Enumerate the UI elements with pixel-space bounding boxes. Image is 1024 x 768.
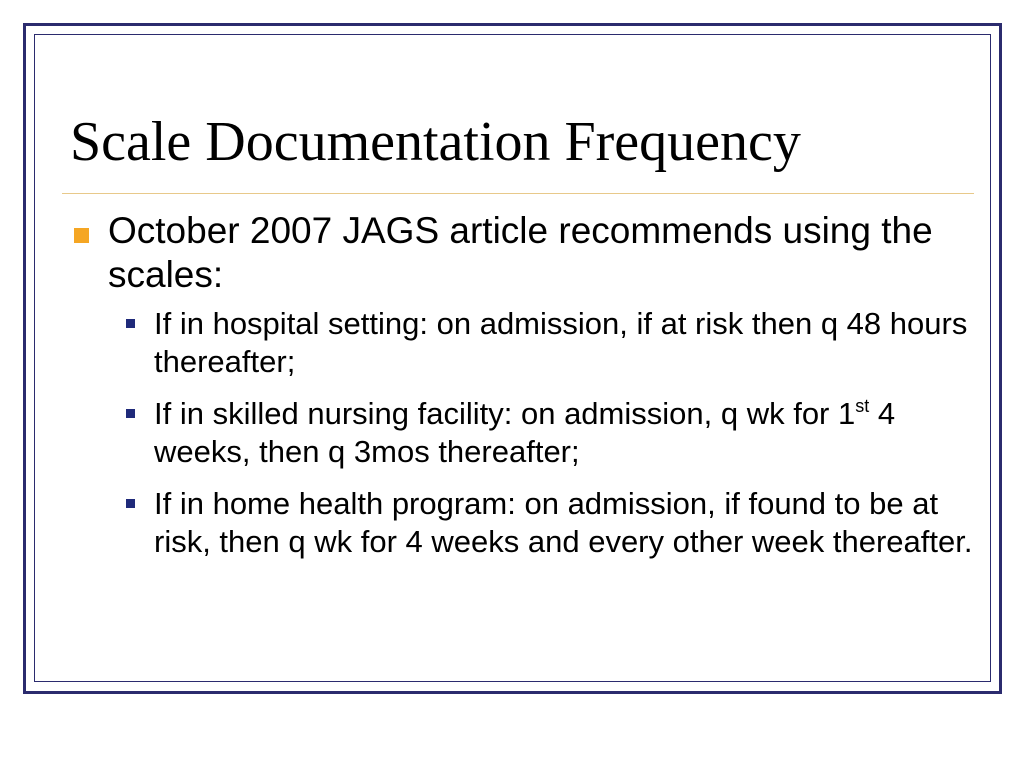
ordinal-superscript: st — [855, 396, 870, 416]
slide-title: Scale Documentation Frequency — [70, 111, 801, 173]
title-divider — [62, 193, 974, 194]
small-square-bullet-icon — [126, 409, 135, 418]
bullet-item — [70, 209, 970, 297]
square-bullet-icon — [74, 228, 89, 243]
bullet-text: October 2007 JAGS article recommends using the scales: — [108, 210, 933, 295]
small-square-bullet-icon — [126, 319, 135, 328]
sub-bullet-skilled-nursing — [154, 395, 974, 471]
sub-bullet-hospital — [154, 305, 974, 381]
sub-bullet-text: If in home health program: on admission, if found to be at risk, then q wk for 4 weeks and every other week thereafter. — [154, 486, 973, 559]
small-square-bullet-icon — [126, 499, 135, 508]
slide-content — [70, 209, 973, 575]
sub-bullet-text-after: 4 weeks, then q 3mos thereafter; — [154, 396, 896, 469]
sub-bullet-text: If in hospital setting: on admission, if at risk then q 48 hours thereafter; — [154, 306, 968, 379]
sub-bullet-text-before: If in skilled nursing facility: on admission, q wk for 1 — [154, 396, 856, 431]
sub-bullet-home-health — [154, 485, 974, 561]
